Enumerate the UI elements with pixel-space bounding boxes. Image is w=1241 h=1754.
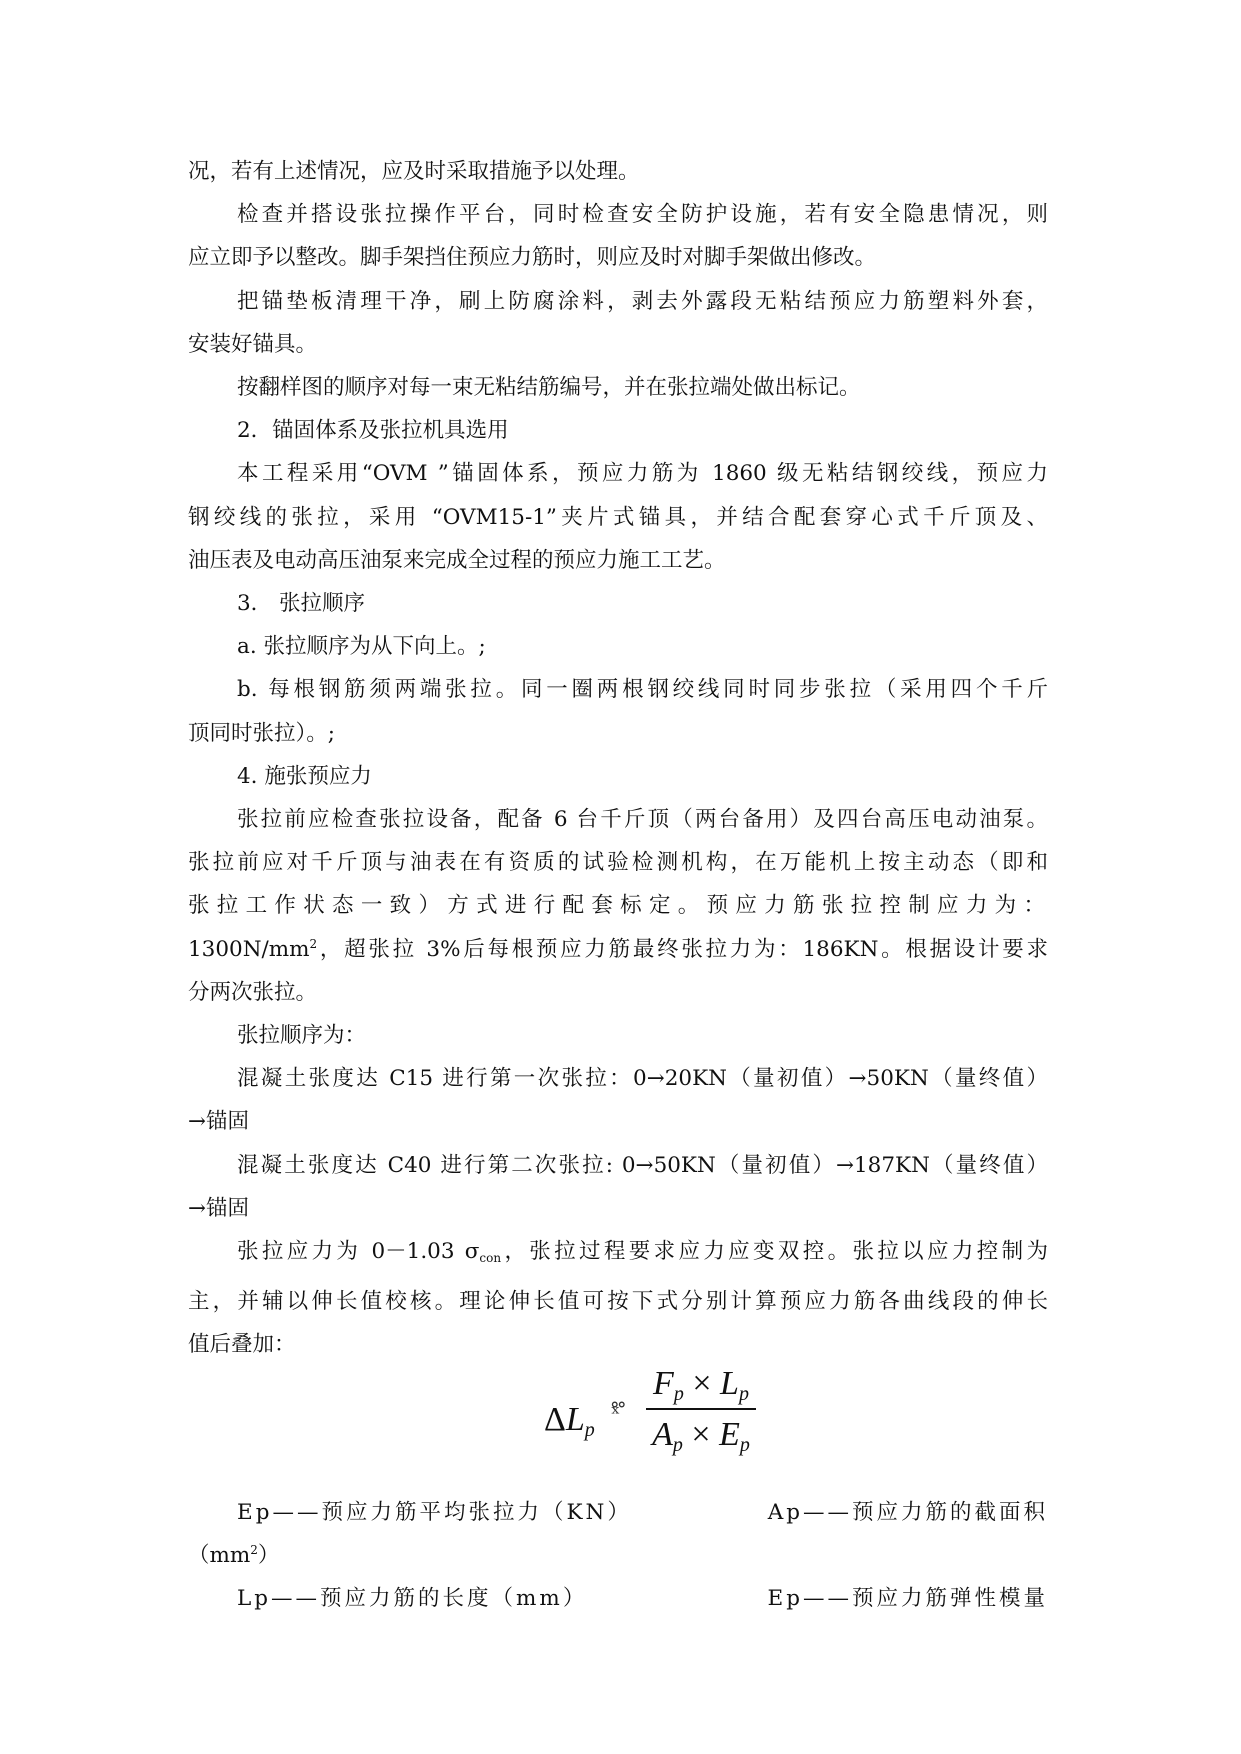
definition-right: Ep——预应力筋弹性模量 (767, 1586, 1048, 1612)
paragraph: →锚固 (188, 1195, 250, 1221)
paragraph: 混凝土张度达 C40 进行第二次张拉: 0→50KN（量初值）→187KN（量终值） (237, 1152, 1048, 1178)
formula-numerator (636, 1364, 766, 1408)
superscript: 2 (309, 936, 318, 951)
formula-subscript: p (584, 1418, 595, 1441)
paragraph: 主，并辅以伸长值校核。理论伸长值可按下式分别计算预应力筋各曲线段的伸长 (188, 1289, 1048, 1315)
paragraph: 张拉前应检查张拉设备，配备 6 台千斤顶（两台备用）及四台高压电动油泵。 (237, 807, 1048, 833)
formula-subscript: p (672, 1433, 683, 1456)
paragraph: 应立即予以整改。脚手架挡住预应力筋时，则应及时对脚手架做出修改。 (188, 245, 877, 271)
definition-right: Ap——预应力筋的截面积 (767, 1499, 1048, 1525)
paragraph: 检查并搭设张拉操作平台，同时检查安全防护设施，若有安全隐患情况，则 (237, 202, 1048, 228)
paragraph: 张拉工作状态一致）方式进行配套标定。预应力筋张拉控制应力为： (188, 893, 1048, 919)
formula-lhs (544, 1400, 595, 1441)
section-heading: 3． 张拉顺序 (237, 591, 366, 617)
formula-var: A (652, 1415, 673, 1453)
text-run: 张拉应力为 0－1.03 σ (237, 1239, 480, 1265)
body-text (188, 150, 1048, 1620)
paragraph: 按翻样图的顺序对每一束无粘结筋编号，并在张拉端处做出标记。 (237, 375, 861, 401)
delta-symbol: Δ (544, 1400, 566, 1438)
text-run: ，张拉过程要求应力应变双控。张拉以应力控制为 (501, 1239, 1048, 1265)
subscript: con (479, 1251, 502, 1266)
paragraph: 把锚垫板清理干净，刷上防腐涂料，剥去外露段无粘结预应力筋塑料外套， (237, 288, 1048, 314)
paragraph: 本工程采用“OVM ”锚固体系，预应力筋为 1860 级无粘结钢绞线，预应力 (237, 461, 1048, 487)
definition-left: Lp——预应力筋的长度（mm） (237, 1586, 588, 1612)
definition-row (188, 1491, 1048, 1534)
times-symbol: × (692, 1364, 712, 1402)
definition-left: Ep——预应力筋平均张拉力（KN） (237, 1499, 632, 1525)
superscript: 2 (250, 1542, 258, 1557)
paragraph: →锚固 (188, 1109, 250, 1135)
paragraph: 混凝土张度达 C15 进行第一次张拉：0→20KN（量初值）→50KN（量终值） (237, 1066, 1048, 1092)
formula-var: E (719, 1415, 740, 1453)
section-heading: 4. 施张预应力 (237, 763, 372, 789)
paragraph: 安装好锚具。 (188, 331, 318, 357)
formula-var: L (565, 1400, 585, 1438)
paragraph: 分两次张拉。 (188, 979, 318, 1005)
paragraph: 钢绞线的张拉，采用 “OVM15-1”夹片式锚具，并结合配套穿心式千斤顶及、 (188, 504, 1048, 530)
list-item: 顶同时张拉）。; (188, 720, 335, 746)
paragraph: 张拉前应对千斤顶与油表在有资质的试验检测机构，在万能机上按主动态（即和 (188, 850, 1048, 876)
formula-subscript: p (739, 1433, 750, 1456)
formula-var: F (653, 1364, 674, 1402)
definition-continuation (188, 1534, 1048, 1577)
paragraph (188, 1230, 1048, 1280)
list-item: b. 每根钢筋须两端张拉。同一圈两根钢绞线同时同步张拉（采用四个千斤 (237, 677, 1048, 703)
times-symbol: × (691, 1415, 711, 1453)
equals-glyph: ˣ̊ ̊ (611, 1401, 628, 1427)
paragraph: 值后叠加： (188, 1332, 296, 1358)
text-run: 1300N/mm (188, 936, 310, 962)
formula-subscript: p (738, 1382, 749, 1405)
section-heading: 2．锚固体系及张拉机具选用 (237, 418, 509, 444)
list-item: a. 张拉顺序为从下向上。; (237, 634, 486, 660)
formula-var: L (720, 1364, 739, 1402)
paragraph: 油压表及电动高压油泵来完成全过程的预应力施工工艺。 (188, 547, 726, 573)
text-run: ） (257, 1542, 280, 1568)
formula-fraction (636, 1364, 766, 1456)
formula-subscript: p (673, 1382, 684, 1405)
text-run: ，超张拉 3%后每根预应力筋最终张拉力为：186KN。根据设计要求 (317, 936, 1048, 962)
paragraph: 况，若有上述情况，应及时采取措施予以处理。 (188, 159, 640, 184)
elongation-formula (188, 1364, 1048, 1491)
paragraph: 张拉顺序为： (237, 1023, 367, 1049)
paragraph (188, 928, 1048, 971)
definition-row (188, 1577, 1048, 1620)
text-run: （mm (188, 1542, 251, 1568)
formula-denominator (636, 1410, 766, 1455)
